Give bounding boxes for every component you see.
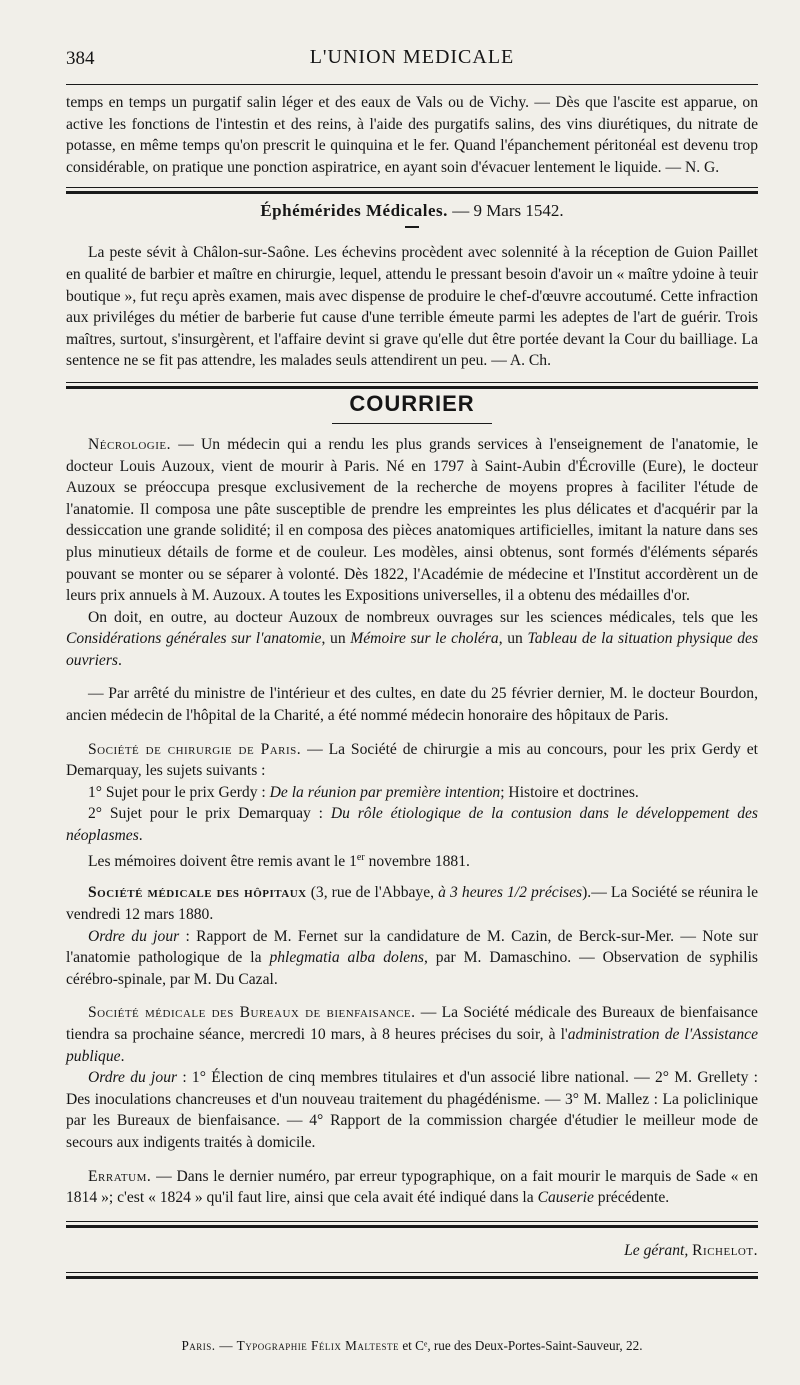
- work-title: Tableau de la situation physique des ouvriers: [66, 630, 759, 669]
- heading-dash: [405, 226, 419, 228]
- location-italic: administration de l'Assistance publique: [66, 1025, 759, 1065]
- footer-rule: [66, 1272, 758, 1279]
- section-divider: [66, 1221, 758, 1228]
- text-span: .: [138, 827, 143, 845]
- hopitaux-label: Société médicale des hôpitaux: [88, 884, 307, 902]
- text-span: ).— La Société se réunira le vendredi 12 mars 1880.: [66, 884, 758, 923]
- header-rule: [66, 84, 758, 85]
- section-divider: [66, 187, 758, 194]
- printer-name: Félix Malteste: [311, 1338, 400, 1353]
- gerdy-subject: [66, 782, 758, 804]
- text-span: et Cᵉ, rue des Deux-Portes-Saint-Sauveur, 22.: [399, 1338, 643, 1353]
- chirurgie-label: Société de chirurgie de Paris.: [88, 740, 302, 758]
- text-span: 1° Sujet pour le prix Gerdy :: [88, 783, 270, 801]
- text-span: , un: [321, 630, 351, 648]
- bureaux-paragraph: [66, 1002, 758, 1067]
- text-span: : 1° Élection de cinq membres titulaires et d'un associé libre national. — 2° M. Grellety : Des inoculations chancreuses et d'un nouveau traitement du phagédénisme. — 3° M. Mallez : La policlinique par les Bureaux de bienfaisance. — 4° Rapport de la commission chargée d'étudier le meilleur mode de secours aux indigents traités à domicile.: [66, 1069, 758, 1151]
- courrier-heading: COURRIER: [349, 390, 475, 416]
- running-head: [66, 44, 758, 74]
- text-span: , un: [498, 630, 528, 648]
- ephemerides-heading: [66, 200, 758, 222]
- work-title: Mémoire sur le choléra: [350, 630, 499, 648]
- necrologie-paragraph: [66, 434, 758, 607]
- order-label: Ordre du jour: [88, 927, 180, 945]
- text-span: précédente.: [593, 1189, 670, 1207]
- text-span: , par M. Damaschino. — Observation de syphilis cérébro-spinale, par M. Du Cazal.: [66, 949, 758, 988]
- text-span: (3, rue de l'Abbaye,: [306, 884, 439, 902]
- journal-title: L'UNION MEDICALE: [309, 46, 515, 68]
- section-divider: [66, 382, 758, 389]
- imprint: [66, 1338, 758, 1354]
- heading-rule: [332, 423, 492, 424]
- text-span: ; Histoire et doctrines.: [500, 783, 639, 801]
- text-span: On doit, en outre, au docteur Auzoux de nombreux ouvrages sur les sciences médicales, tels que les: [88, 608, 758, 626]
- demarquay-subject: [66, 803, 758, 846]
- ephemerides-text: La peste sévit à Châlon-sur-Saône. Les échevins procèdent avec solennité à la réception de Guion Paillet en qualité de barbier et maître en chirurgie, lequel, attendu le pressant besoin d'avoir un « maître ydoine à teuir boutique », fut reçu après examen, mais avec dispense de produire le chef-d'œuvre accoutumé. Cette infraction aux priviléges du métier de barberie fut cause d'une terrible émeute parmi les adeptes de l'art de guérir. Trois maîtres, surtout, s'insurgèrent, et l'affaire devint si grave qu'elle dut être portée devant la Cour du bailliage. La sentence ne se fit pas attendre, les malades seuls attendirent un peu. — A. Ch.: [66, 244, 758, 370]
- text-span: — La Société médicale des Bureaux de bienfaisance tiendra sa prochaine séance, mercredi 10 mars, à 8 heures précises du soir, à l': [66, 1004, 758, 1043]
- necrologie-text: — Un médecin qui a rendu les plus grands services à l'enseignement de l'anatomie, le docteur Louis Auzoux, vient de mourir à Paris. Né en 1797 à Saint-Aubin d'Écroville (Eure), le docteur Auzoux se préoccupa presque exclusivement de la recherche de moyens propres à faciliter l'étude de l'anatomie. Il composa une pâte susceptible de prendre les empreintes les plus délicates et d'acquérir par la dessiccation une grande solidité; il en composa des pièces anatomiques artificielles, imitant la nature dans ses plus minutieux détails de forme et de couleur. Les modèles, ainsi obtenus, sont formés d'éléments séparés pouvant se monter ou se séparer à volonté. Dès 1822, l'Académie de médecine et l'Institut accordèrent un de leurs prix annuels à M. Auzoux. A toutes les Expositions universelles, il a obtenu des médailles d'or.: [66, 435, 758, 605]
- signature-label: Le gérant,: [624, 1241, 689, 1259]
- text-span: novembre 1881.: [364, 852, 470, 870]
- order-label: Ordre du jour: [88, 1069, 178, 1087]
- hopitaux-order: [66, 926, 758, 991]
- necrologie-label: Nécrologie.: [88, 435, 171, 453]
- superscript: er: [356, 851, 365, 863]
- erratum-label: Erratum.: [88, 1167, 152, 1185]
- bureaux-label: Société médicale des Bureaux de bienfaisance.: [88, 1004, 416, 1022]
- text-span: Les mémoires doivent être remis avant le 1: [88, 852, 357, 870]
- text-span: .: [120, 1047, 125, 1065]
- bourdon-paragraph: — Par arrêté du ministre de l'intérieur et des cultes, en date du 25 février dernier, M. le docteur Bourdon, ancien médecin de l'hôpital de la Charité, a été nommé médecin honoraire des hôpitaux de Paris.: [66, 685, 758, 725]
- ephemerides-date: — 9 Mars 1542.: [452, 201, 564, 221]
- hopitaux-paragraph: [66, 882, 758, 925]
- erratum-paragraph: [66, 1166, 758, 1209]
- text-span: : Rapport de M. Fernet sur la candidature de M. Cazin, de Berck-sur-Mer. — Note sur l'anatomie pathologique de la: [66, 927, 758, 967]
- intro-paragraph: temps en temps un purgatif salin léger et des eaux de Vals ou de Vichy. — Dès que l'ascite est apparue, on active les fonctions de l'intestin et des reins, à l'aide des purgatifs salins, des vins diurétiques, du nitrate de potasse, en même temps qu'on prescrit le quinquina et le fer. Quand l'épanchement péritonéal est devenu trop considérable, on pratique une ponction aspiratrice, en ayant soin d'évacuer lentement le liquide. — N. G.: [66, 94, 758, 176]
- ephemerides-title: Éphémérides Médicales.: [260, 201, 448, 221]
- text-span: 2° Sujet pour le prix Demarquay :: [88, 805, 331, 823]
- signature: [66, 1242, 758, 1260]
- bureaux-order: [66, 1067, 758, 1153]
- signature-name: Richelot.: [692, 1241, 758, 1259]
- subject-title: De la réunion par première intention: [269, 783, 501, 801]
- chirurgie-text: — La Société de chirurgie a mis au concours, pour les prix Gerdy et Demarquay, les sujets suivants :: [66, 740, 758, 780]
- memoires-deadline: [66, 847, 758, 873]
- subject-title: Du rôle étiologique de la contusion dans le développement des néoplasmes: [66, 805, 758, 845]
- text-span: .: [117, 651, 122, 669]
- chirurgie-paragraph: [66, 739, 758, 782]
- disease-name: phlegmatia alba dolens: [269, 949, 424, 967]
- time-italic: à 3 heures 1/2 précises: [438, 884, 583, 902]
- auzoux-works-paragraph: [66, 607, 758, 672]
- causerie-italic: Causerie: [537, 1189, 594, 1207]
- work-title: Considérations générales sur l'anatomie: [66, 630, 322, 648]
- text-span: — Dans le dernier numéro, par erreur typographique, on a fait mourir le marquis de Sade « en 1814 »; c'est « 1824 » qu'il faut lire, ainsi que cela avait été indiqué dans la: [66, 1167, 758, 1207]
- text-span: Paris. — Typographie: [181, 1338, 312, 1353]
- page-number: 384: [66, 48, 95, 69]
